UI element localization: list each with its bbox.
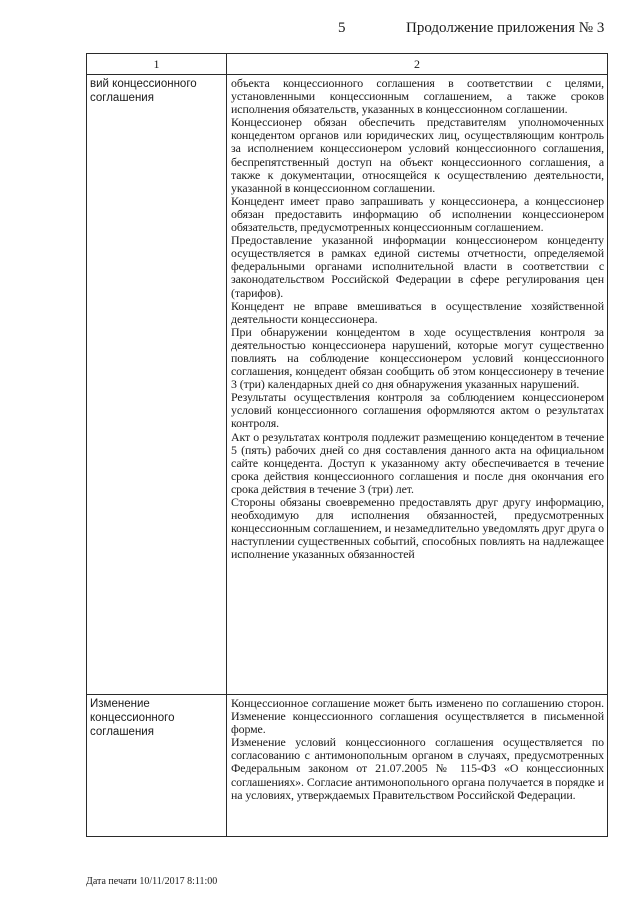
table-row	[87, 75, 608, 695]
paragraph: При обнаружении концедентом в ходе осуществления контроля за деятельностью концессионера нарушений, которые могут существенно повлиять на соблюдение концессионером условий концессионного соглашения, концедент обязан сообщить об этом концессионеру в течение 3 (три) календарных дней со дня обнаружения указанных нарушений.	[231, 324, 604, 392]
row-body	[227, 695, 608, 837]
column-header-1: 1	[87, 54, 227, 75]
paragraph: Предоставление указанной информации концессионером концеденту осуществляется в рамках единой системы отчетности, определяемой федеральными органами исполнительной власти в соответствии с законодательством Российской Федерации в сфере регулирования цен (тарифов).	[231, 233, 604, 300]
row-label: Изменение концессионного соглашения	[87, 695, 227, 837]
print-date: Дата печати 10/11/2017 8:11:00	[86, 876, 218, 887]
paragraph: Концессионер обязан обеспечить представителям уполномоченных концедентом органов или юридических лиц, осуществляющим контроль за исполнением концессионером условий концессионного соглашения, беспрепятственный доступ на объект концессионного соглашения, а также к документации, относящейся к осуществлению деятельности, указанной в концессионном соглашении.	[231, 115, 604, 195]
paragraph: Стороны обязаны своевременно предоставлять друг другу информацию, необходимую для исполнения обязанностей, предусмотренных концессионным соглашением, и незамедлительно уведомлять друг друга о наступлении существенных событий, способных повлиять на надлежащее исполнение указанных обязанностей	[231, 495, 604, 562]
page-number: 5	[338, 20, 346, 36]
content-table	[86, 53, 608, 837]
row-body	[227, 75, 608, 695]
table-header-row	[87, 54, 608, 75]
paragraph: Концедент не вправе вмешиваться в осуществление хозяйственной деятельности концессионера.	[231, 298, 604, 326]
column-header-2: 2	[227, 54, 608, 75]
continuation-header: Продолжение приложения № 3	[406, 20, 605, 36]
row-label: вий концессионного соглашения	[87, 75, 227, 695]
paragraph: Концессионное соглашение может быть изменено по соглашению сторон. Изменение концессионного соглашения осуществляется в письменной форме.	[231, 696, 604, 737]
paragraph: Изменение условий концессионного соглашения осуществляется по согласованию с антимонопольным органом в случаях, предусмотренных Федеральным законом от 21.07.2005 № 115-ФЗ «О концессионных соглашениях». Согласие антимонопольного органа получается в порядке и на условиях, утверждаемых Правительством Российской Федерации.	[231, 735, 604, 802]
paragraph: Акт о результатах контроля подлежит размещению концедентом в течение 5 (пять) рабочих дней со дня составления данного акта на официальном сайте концедента. Доступ к указанному акту обеспечивается в течение срока действия концессионного соглашения и после дня окончания его срока действия в течение 3 (три) лет.	[231, 429, 604, 496]
paragraph: объекта концессионного соглашения в соответствии с целями, установленными концессионным соглашением, а также сроков исполнения обязательств, указанных в концессионном соглашении.	[231, 76, 604, 117]
paragraph: Результаты осуществления контроля за соблюдением концессионером условий концессионного соглашения оформляются актом о результатах контроля.	[231, 390, 604, 431]
paragraph: Концедент имеет право запрашивать у концессионера, а концессионер обязан предоставить информацию об исполнении концессионером обязательств, предусмотренных концессионным соглашением.	[231, 193, 604, 235]
table-row	[87, 695, 608, 837]
